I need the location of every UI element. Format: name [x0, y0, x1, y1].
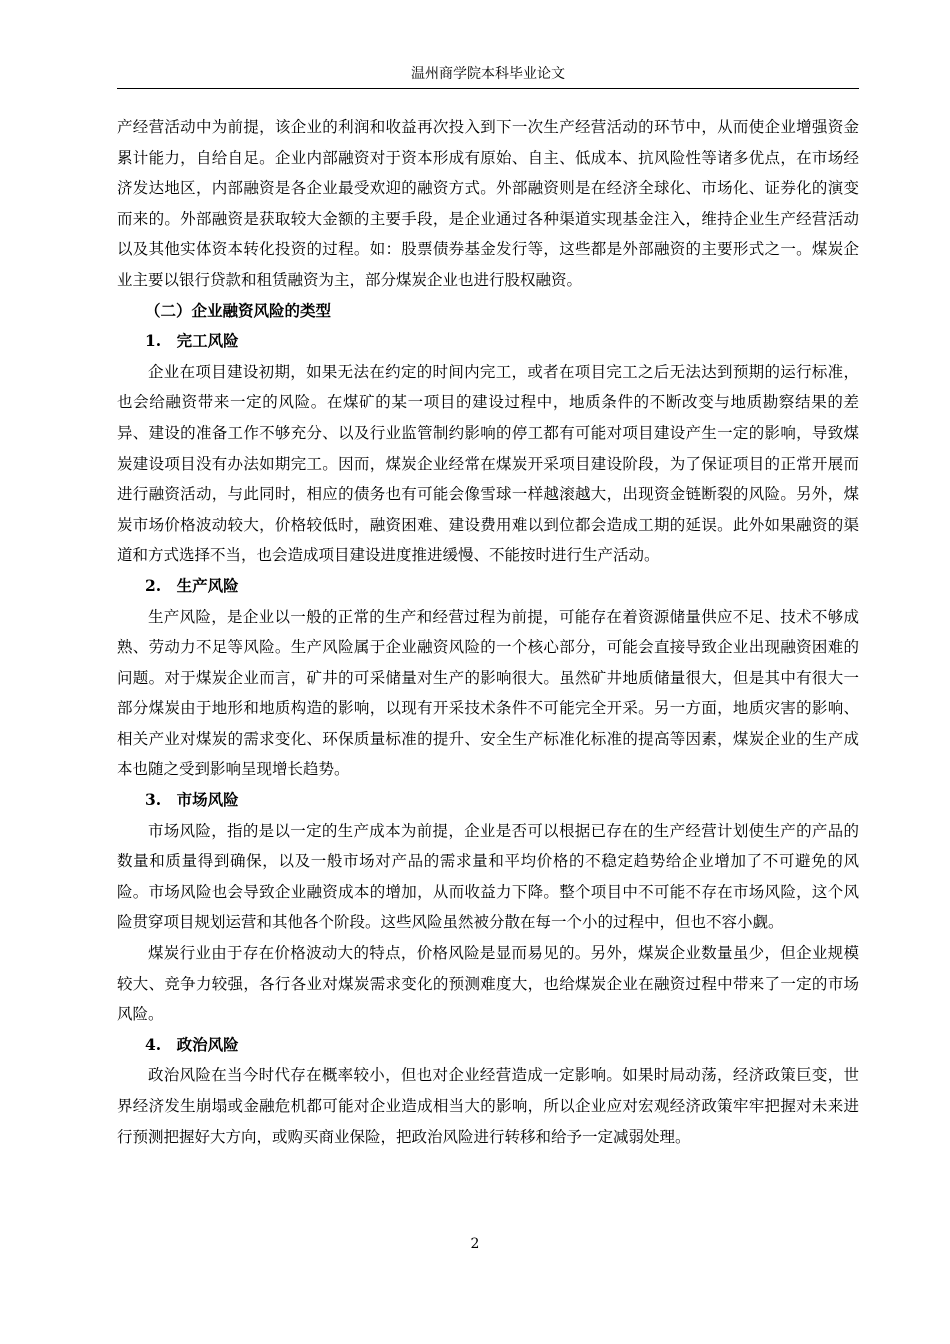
running-header	[117, 62, 859, 89]
page-body	[117, 112, 859, 1152]
page-footer	[0, 1234, 950, 1254]
header-title: 温州商学院本科毕业论文	[411, 66, 565, 82]
subheading-market-risk: 3. 市场风险	[145, 790, 239, 810]
paragraph-political-risk: 政治风险在当今时代存在概率较小，但也对企业经营造成一定影响。如果时局动荡，经济政策巨变，世界经济发生崩塌或金融危机都可能对企业造成相当大的影响，所以企业应对宏观经济政策牢牢把握对未来进行预测把握好大方向，或购买商业保险，把政治风险进行转移和给予一定减弱处理。	[117, 1066, 859, 1146]
subheading-production-risk: 2. 生产风险	[145, 575, 239, 595]
page-number: 2	[470, 1236, 480, 1252]
paragraph-production-risk: 生产风险，是企业以一般的正常的生产和经营过程为前提，可能存在着资源储量供应不足、技术不够成熟、劳动力不足等风险。生产风险属于企业融资风险的一个核心部分，可能会直接导致企业出现融资困难的问题。对于煤炭企业而言，矿井的可采储量对生产的影响很大。虽然矿井地质储量很大，但是其中有很大一部分煤炭由于地形和地质构造的影响，以现有开采技术条件不可能完全开采。另一方面，地质灾害的影响、相关产业对煤炭的需求变化、环保质量标准的提升、安全生产标准化标准的提高等因素，煤炭企业的生产成本也随之受到影响呈现增长趋势。	[117, 607, 859, 779]
paragraph-market-risk: 市场风险，指的是以一定的生产成本为前提，企业是否可以根据已存在的生产经营计划使生产的产品的数量和质量得到确保，以及一般市场对产品的需求量和平均价格的不稳定趋势给企业增加了不可避免的风险。市场风险也会导致企业融资成本的增加，从而收益力下降。整个项目中不可能不存在市场风险，这个风险贯穿项目规划运营和其他各个阶段。这些风险虽然被分散在每一个小的过程中，但也不容小觑。	[117, 821, 859, 932]
subheading-political-risk: 4. 政治风险	[145, 1034, 239, 1054]
section-heading: （二）企业融资风险的类型	[145, 300, 332, 320]
paragraph-coal-price-risk: 煤炭行业由于存在价格波动大的特点，价格风险是显而易见的。另外，煤炭企业数量虽少，但企业规模较大、竞争力较强，各行各业对煤炭需求变化的预测难度大，也给煤炭企业在融资过程中带来了一定的市场风险。	[117, 944, 859, 1024]
paragraph-completion-risk: 企业在项目建设初期，如果无法在约定的时间内完工，或者在项目完工之后无法达到预期的运行标准，也会给融资带来一定的风险。在煤矿的某一项目的建设过程中，地质条件的不断改变与地质勘察结果的差异、建设的准备工作不够充分、以及行业监管制约影响的停工都有可能对项目建设产生一定的影响，导致煤炭建设项目没有办法如期完工。因而，煤炭企业经常在煤炭开采项目建设阶段，为了保证项目的正常开展而进行融资活动，与此同时，相应的债务也有可能会像雪球一样越滚越大，出现资金链断裂的风险。另外，煤炭市场价格波动较大，价格较低时，融资困难、建设费用难以到位都会造成工期的延误。此外如果融资的渠道和方式选择不当，也会造成项目建设进度推进缓慢、不能按时进行生产活动。	[117, 362, 859, 565]
paragraph-continued: 产经营活动中为前提，该企业的利润和收益再次投入到下一次生产经营活动的环节中，从而使企业增强资金累计能力，自给自足。企业内部融资对于资本形成有原始、自主、低成本、抗风险性等诸多优点，在市场经济发达地区，内部融资是各企业最受欢迎的融资方式。外部融资则是在经济全球化、市场化、证券化的演变而来的。外部融资是获取较大金额的主要手段，是企业通过各种渠道实现基金注入，维持企业生产经营活动以及其他实体资本转化投资的过程。如：股票债券基金发行等，这些都是外部融资的主要形式之一。煤炭企业主要以银行贷款和租赁融资为主，部分煤炭企业也进行股权融资。	[117, 118, 859, 289]
subheading-completion-risk: 1. 完工风险	[145, 331, 239, 351]
